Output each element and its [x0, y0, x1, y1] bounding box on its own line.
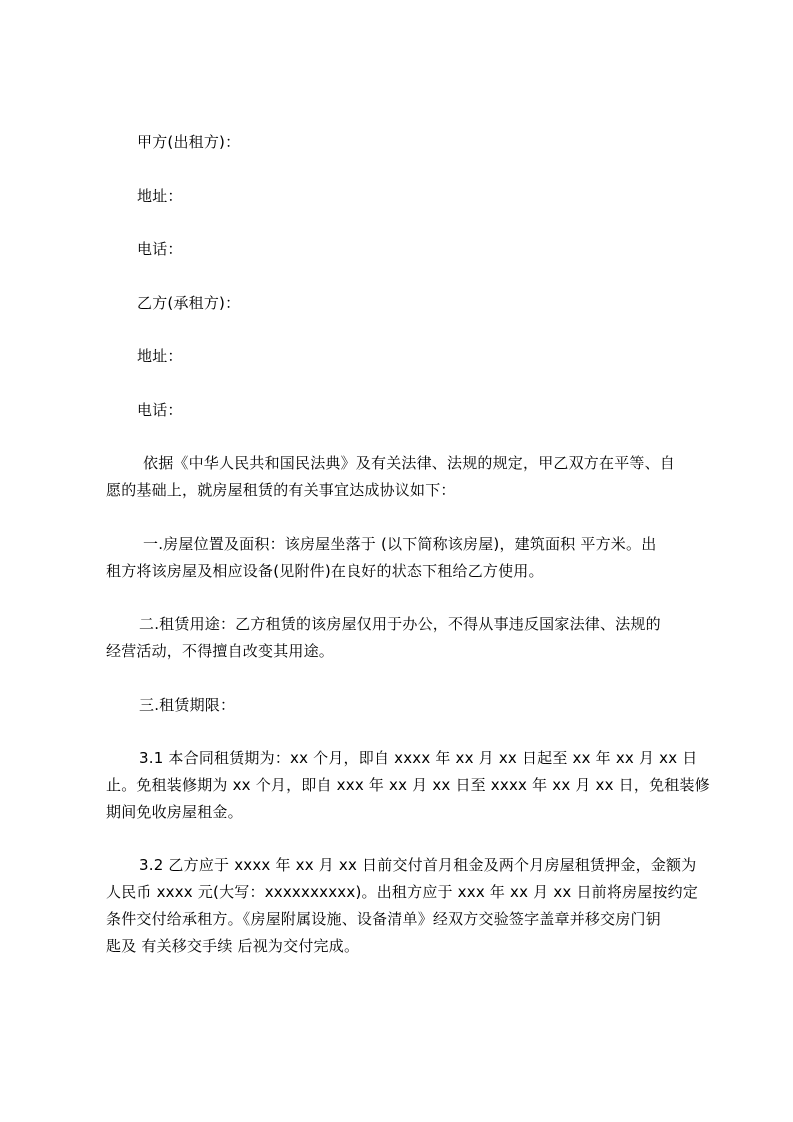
lessee-phone-label: 电话： — [137, 401, 183, 419]
clause-3-2-line-4: 匙及 有关移交手续 后视为交付完成。 — [106, 937, 360, 955]
clause-1-line-1: 一.房屋位置及面积：该房屋坐落于 (以下简称该房屋)，建筑面积 平方米。出 — [143, 535, 657, 553]
clause-3-1-line-1: 3.1 本合同租赁期为：xx 个月，即自 xxxx 年 xx 月 xx 日起至 xx 年 xx 月 xx 日 — [139, 749, 698, 767]
preamble-line-1: 依据《中华人民共和国民法典》及有关法律、法规的规定，甲乙双方在平等、自 — [143, 454, 676, 472]
clause-3-2-line-1: 3.2 乙方应于 xxxx 年 xx 月 xx 日前交付首月租金及两个月房屋租赁押金，金额为 — [139, 856, 697, 874]
lessee-label: 乙方(承租方)： — [137, 294, 241, 312]
lessor-phone-label: 电话： — [137, 240, 183, 258]
clause-1-line-2: 租方将该房屋及相应设备(见附件)在良好的状态下租给乙方使用。 — [106, 562, 544, 580]
clause-3-1-line-2: 止。免租装修期为 xx 个月，即自 xxx 年 xx 月 xx 日至 xxxx 年 xx 月 xx 日，免租装修 — [106, 776, 710, 794]
clause-3-2-line-3: 条件交付给承租方。《房屋附属设施、设备清单》经双方交验签字盖章并移交房门钥 — [106, 910, 661, 928]
preamble-line-2: 愿的基础上，就房屋租赁的有关事宜达成协议如下： — [106, 481, 456, 499]
clause-2-line-1: 二.租赁用途：乙方租赁的该房屋仅用于办公，不得从事违反国家法律、法规的 — [139, 615, 661, 633]
lessor-label: 甲方(出租方)： — [137, 133, 241, 151]
clause-3-2-line-2: 人民币 xxxx 元(大写：xxxxxxxxxx)。出租方应于 xxx 年 xx 月 xx 日前将房屋按约定 — [106, 883, 699, 901]
lessee-address-label: 地址： — [137, 347, 183, 365]
clause-3-heading: 三.租赁期限： — [139, 696, 236, 714]
lessor-address-label: 地址： — [137, 187, 183, 205]
clause-2-line-2: 经营活动，不得擅自改变其用途。 — [106, 642, 335, 660]
clause-3-1-line-3: 期间免收房屋租金。 — [106, 803, 243, 821]
